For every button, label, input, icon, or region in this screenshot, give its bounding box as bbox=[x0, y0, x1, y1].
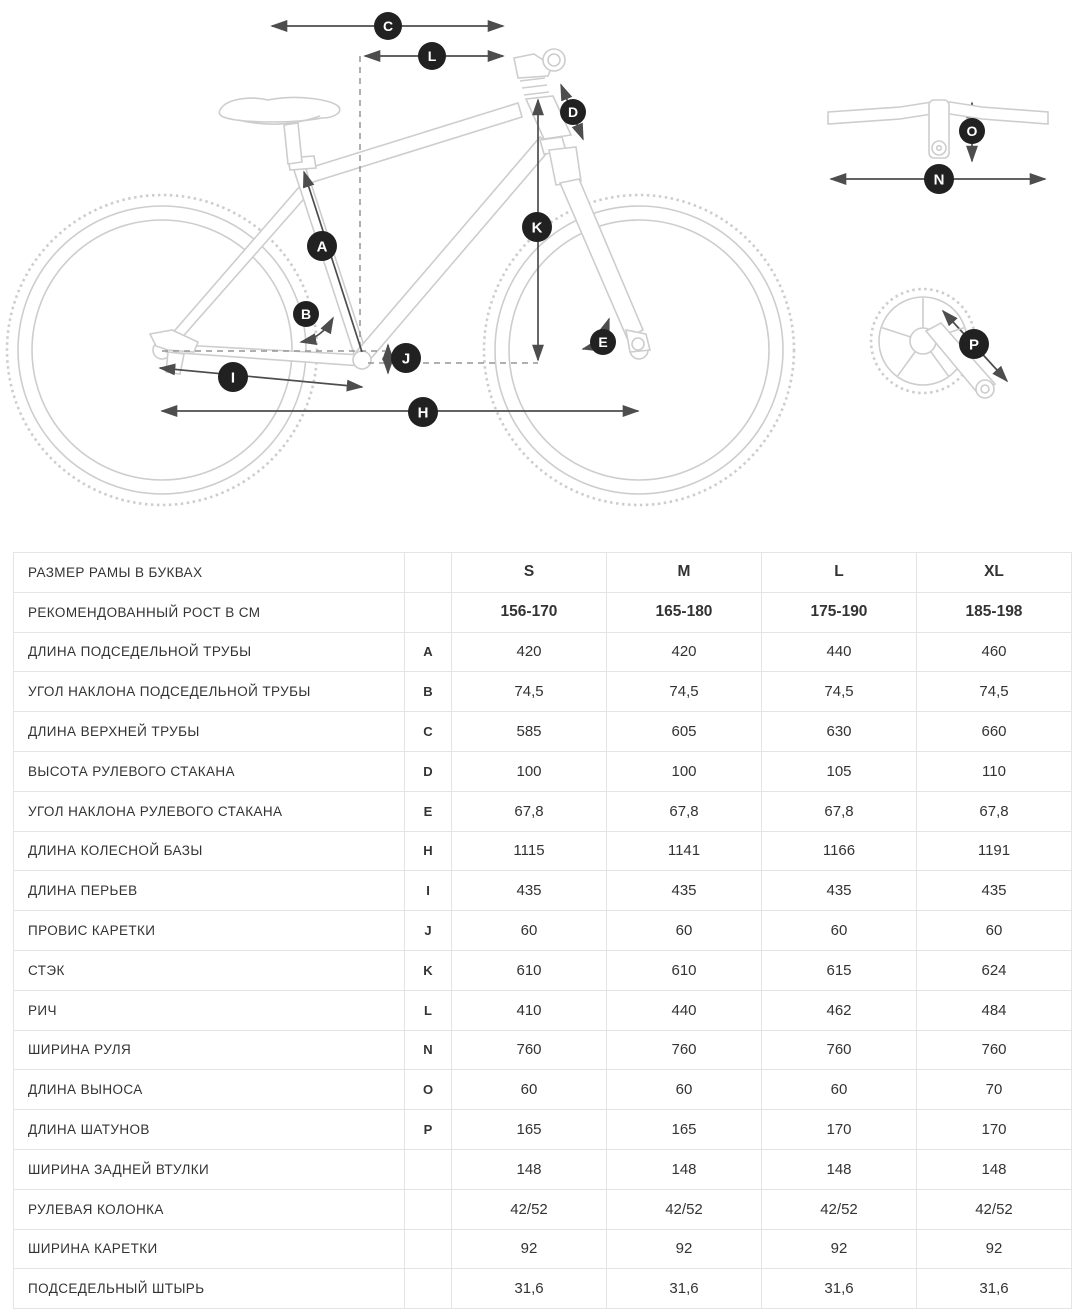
row-label: ДЛИНА ПЕРЬЕВ bbox=[14, 871, 405, 911]
dim-letter-D: D bbox=[567, 103, 579, 120]
row-value: 760 bbox=[452, 1030, 607, 1070]
dim-I-arrow bbox=[160, 368, 362, 387]
row-value: XL bbox=[917, 553, 1072, 593]
dim-letter-J: J bbox=[401, 350, 411, 368]
dim-label-J bbox=[391, 343, 421, 373]
row-value: 74,5 bbox=[762, 672, 917, 712]
row-letter: H bbox=[405, 831, 452, 871]
row-letter: C bbox=[405, 712, 452, 752]
row-value: 1141 bbox=[607, 831, 762, 871]
row-value: 74,5 bbox=[607, 672, 762, 712]
row-value: 420 bbox=[607, 632, 762, 672]
row-label: РИЧ bbox=[14, 990, 405, 1030]
row-value: 1191 bbox=[917, 831, 1072, 871]
row-value: 615 bbox=[762, 950, 917, 990]
row-label: ШИРИНА КАРЕТКИ bbox=[14, 1229, 405, 1269]
dim-letter-A: A bbox=[316, 238, 328, 256]
table-row bbox=[14, 791, 1072, 831]
row-value: 100 bbox=[607, 751, 762, 791]
row-value: 435 bbox=[607, 871, 762, 911]
row-value: 435 bbox=[452, 871, 607, 911]
bike-illustration bbox=[7, 49, 794, 505]
row-letter bbox=[405, 1229, 452, 1269]
row-value: 460 bbox=[917, 632, 1072, 672]
row-value: 760 bbox=[762, 1030, 917, 1070]
row-value: 60 bbox=[607, 1070, 762, 1110]
row-value: 660 bbox=[917, 712, 1072, 752]
row-value: 165 bbox=[607, 1110, 762, 1150]
table-row bbox=[14, 950, 1072, 990]
row-value: 110 bbox=[917, 751, 1072, 791]
row-value: 60 bbox=[917, 911, 1072, 951]
row-value: 31,6 bbox=[762, 1269, 917, 1309]
row-letter bbox=[405, 553, 452, 593]
row-value: M bbox=[607, 553, 762, 593]
table-row bbox=[14, 1149, 1072, 1189]
row-label: РЕКОМЕНДОВАННЫЙ РОСТ В СМ bbox=[14, 592, 405, 632]
row-label: ШИРИНА ЗАДНЕЙ ВТУЛКИ bbox=[14, 1149, 405, 1189]
row-value: 630 bbox=[762, 712, 917, 752]
saddle bbox=[219, 98, 339, 122]
row-value: 165 bbox=[452, 1110, 607, 1150]
seatpost bbox=[284, 123, 302, 164]
dim-letter-I: I bbox=[230, 369, 236, 387]
dim-label-A bbox=[307, 231, 337, 261]
row-value: 42/52 bbox=[452, 1189, 607, 1229]
top-tube bbox=[306, 103, 522, 183]
row-value: 74,5 bbox=[452, 672, 607, 712]
table-row bbox=[14, 1070, 1072, 1110]
table-row bbox=[14, 632, 1072, 672]
row-label: ДЛИНА ВЫНОСА bbox=[14, 1070, 405, 1110]
row-value: 148 bbox=[762, 1149, 917, 1189]
row-value: 440 bbox=[762, 632, 917, 672]
row-value: 170 bbox=[762, 1110, 917, 1150]
saddle-assembly bbox=[219, 98, 339, 170]
dim-label-C bbox=[374, 12, 402, 40]
row-value: 67,8 bbox=[762, 791, 917, 831]
row-value: 148 bbox=[917, 1149, 1072, 1189]
row-label: УГОЛ НАКЛОНА РУЛЕВОГО СТАКАНА bbox=[14, 791, 405, 831]
row-value: 92 bbox=[452, 1229, 607, 1269]
headset-spacers bbox=[520, 78, 549, 95]
cockpit bbox=[514, 49, 565, 95]
row-letter: N bbox=[405, 1030, 452, 1070]
row-value: 148 bbox=[607, 1149, 762, 1189]
suspension-fork bbox=[540, 137, 650, 352]
seat-tube bbox=[292, 162, 368, 360]
row-letter: K bbox=[405, 950, 452, 990]
dim-letter-L: L bbox=[427, 47, 437, 64]
row-value: 31,6 bbox=[917, 1269, 1072, 1309]
row-label: ПРОВИС КАРЕТКИ bbox=[14, 911, 405, 951]
row-value: 435 bbox=[762, 871, 917, 911]
row-value: 484 bbox=[917, 990, 1072, 1030]
table-row bbox=[14, 592, 1072, 632]
row-value: 175-190 bbox=[762, 592, 917, 632]
row-letter: D bbox=[405, 751, 452, 791]
row-value: 585 bbox=[452, 712, 607, 752]
table-row bbox=[14, 712, 1072, 752]
row-value: 156-170 bbox=[452, 592, 607, 632]
pedal-boss bbox=[976, 380, 994, 398]
dim-letter-H: H bbox=[417, 404, 429, 422]
row-letter: J bbox=[405, 911, 452, 951]
table-row bbox=[14, 751, 1072, 791]
row-value: 42/52 bbox=[607, 1189, 762, 1229]
table-row bbox=[14, 990, 1072, 1030]
dim-letter-N: N bbox=[933, 171, 945, 189]
row-letter: E bbox=[405, 791, 452, 831]
row-value: 165-180 bbox=[607, 592, 762, 632]
row-value: 31,6 bbox=[452, 1269, 607, 1309]
row-value: 67,8 bbox=[607, 791, 762, 831]
row-value: 1115 bbox=[452, 831, 607, 871]
table-row bbox=[14, 871, 1072, 911]
row-letter: A bbox=[405, 632, 452, 672]
table-row bbox=[14, 672, 1072, 712]
row-label: ДЛИНА КОЛЕСНОЙ БАЗЫ bbox=[14, 831, 405, 871]
row-value: 760 bbox=[917, 1030, 1072, 1070]
down-tube bbox=[356, 137, 552, 362]
row-value: 92 bbox=[762, 1229, 917, 1269]
row-value: L bbox=[762, 553, 917, 593]
table-row bbox=[14, 911, 1072, 951]
row-value: 60 bbox=[607, 911, 762, 951]
row-value: 70 bbox=[917, 1070, 1072, 1110]
row-letter: I bbox=[405, 871, 452, 911]
row-value: 610 bbox=[607, 950, 762, 990]
dim-label-N bbox=[924, 164, 954, 194]
row-label: ДЛИНА ПОДСЕДЕЛЬНОЙ ТРУБЫ bbox=[14, 632, 405, 672]
row-value: 60 bbox=[452, 1070, 607, 1110]
row-value: 420 bbox=[452, 632, 607, 672]
row-value: 67,8 bbox=[452, 791, 607, 831]
seatstay bbox=[163, 186, 310, 350]
dim-label-H bbox=[408, 397, 438, 427]
table-row bbox=[14, 1269, 1072, 1309]
row-value: 605 bbox=[607, 712, 762, 752]
row-value: S bbox=[452, 553, 607, 593]
dim-letter-E: E bbox=[598, 333, 608, 350]
dim-letter-C: C bbox=[382, 17, 394, 34]
dim-letter-O: O bbox=[966, 122, 978, 139]
row-label: ШИРИНА РУЛЯ bbox=[14, 1030, 405, 1070]
row-value: 410 bbox=[452, 990, 607, 1030]
row-value: 92 bbox=[917, 1229, 1072, 1269]
row-value: 100 bbox=[452, 751, 607, 791]
row-value: 67,8 bbox=[917, 791, 1072, 831]
row-label: РУЛЕВАЯ КОЛОНКА bbox=[14, 1189, 405, 1229]
row-value: 31,6 bbox=[607, 1269, 762, 1309]
dim-label-B bbox=[293, 301, 319, 327]
dim-label-K bbox=[522, 212, 552, 242]
row-value: 60 bbox=[762, 911, 917, 951]
row-label: УГОЛ НАКЛОНА ПОДСЕДЕЛЬНОЙ ТРУБЫ bbox=[14, 672, 405, 712]
row-value: 462 bbox=[762, 990, 917, 1030]
table-row bbox=[14, 553, 1072, 593]
bottom-bracket bbox=[353, 351, 371, 369]
row-value: 1166 bbox=[762, 831, 917, 871]
row-value: 60 bbox=[762, 1070, 917, 1110]
row-label: ДЛИНА ШАТУНОВ bbox=[14, 1110, 405, 1150]
geometry-table-body bbox=[14, 553, 1072, 1309]
row-letter: L bbox=[405, 990, 452, 1030]
row-label: РАЗМЕР РАМЫ В БУКВАХ bbox=[14, 553, 405, 593]
table-row bbox=[14, 1110, 1072, 1150]
handlebar-grip-end bbox=[543, 49, 565, 71]
row-value: 610 bbox=[452, 950, 607, 990]
row-value: 185-198 bbox=[917, 592, 1072, 632]
row-value: 42/52 bbox=[762, 1189, 917, 1229]
row-value: 760 bbox=[607, 1030, 762, 1070]
table-row bbox=[14, 1189, 1072, 1229]
row-letter bbox=[405, 1189, 452, 1229]
row-label: СТЭК bbox=[14, 950, 405, 990]
row-value: 42/52 bbox=[917, 1189, 1072, 1229]
dim-label-L bbox=[418, 42, 446, 70]
row-value: 74,5 bbox=[917, 672, 1072, 712]
dim-letter-B: B bbox=[300, 305, 312, 322]
row-value: 60 bbox=[452, 911, 607, 951]
row-letter: P bbox=[405, 1110, 452, 1150]
dim-label-P bbox=[959, 329, 989, 359]
row-value: 440 bbox=[607, 990, 762, 1030]
row-letter bbox=[405, 1149, 452, 1189]
geometry-table bbox=[13, 552, 1072, 1309]
row-letter: B bbox=[405, 672, 452, 712]
row-label: ВЫСОТА РУЛЕВОГО СТАКАНА bbox=[14, 751, 405, 791]
dim-label-E bbox=[590, 329, 616, 355]
dim-letter-P: P bbox=[968, 336, 980, 354]
row-value: 624 bbox=[917, 950, 1072, 990]
row-letter bbox=[405, 1269, 452, 1309]
dim-label-I bbox=[218, 362, 248, 392]
dim-label-D bbox=[560, 99, 586, 125]
row-value: 92 bbox=[607, 1229, 762, 1269]
dim-letter-K: K bbox=[531, 219, 543, 237]
row-value: 105 bbox=[762, 751, 917, 791]
geometry-diagram bbox=[0, 0, 1061, 552]
handlebar-top-view bbox=[828, 100, 1048, 158]
row-value: 170 bbox=[917, 1110, 1072, 1150]
table-row bbox=[14, 1030, 1072, 1070]
table-row bbox=[14, 831, 1072, 871]
row-value: 435 bbox=[917, 871, 1072, 911]
row-label: ПОДСЕДЕЛЬНЫЙ ШТЫРЬ bbox=[14, 1269, 405, 1309]
fork-lower-leg bbox=[560, 179, 643, 338]
row-label: ДЛИНА ВЕРХНЕЙ ТРУБЫ bbox=[14, 712, 405, 752]
row-letter: O bbox=[405, 1070, 452, 1110]
dim-label-O bbox=[959, 118, 985, 144]
table-row bbox=[14, 1229, 1072, 1269]
row-value: 148 bbox=[452, 1149, 607, 1189]
row-letter bbox=[405, 592, 452, 632]
